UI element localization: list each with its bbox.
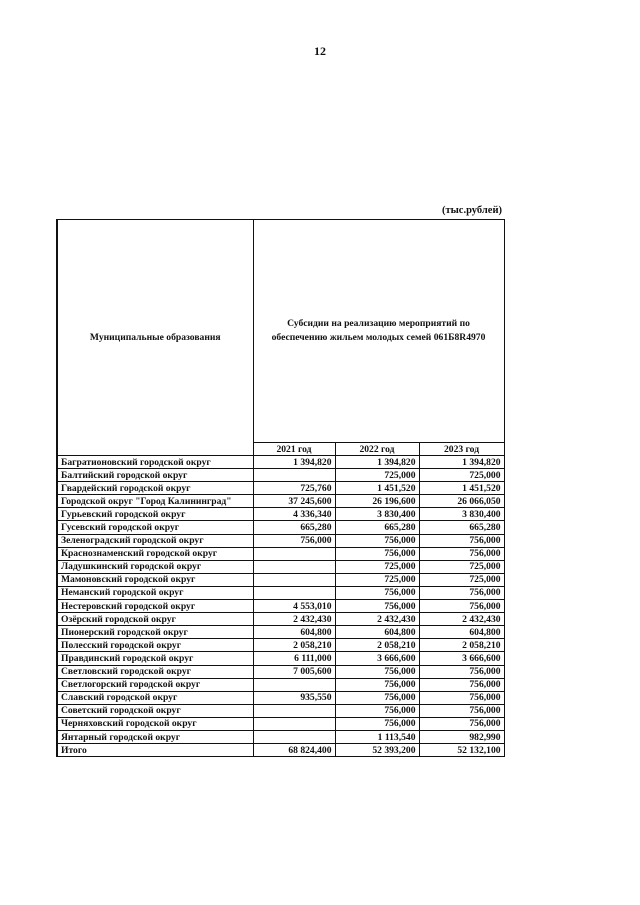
total-2022: 52 393,200 [335,744,419,757]
row-value-2023: 725,000 [419,573,504,586]
row-value-2022: 756,000 [335,678,419,691]
row-municipality-name: Полесский городской округ [57,639,253,652]
table-row [57,626,504,639]
subsidy-table [56,219,505,757]
row-value-2023: 756,000 [419,534,504,547]
row-value-2021: 2 432,430 [253,613,335,626]
table-row [57,534,504,547]
row-value-2023: 604,800 [419,626,504,639]
page-number: 12 [314,44,326,58]
row-municipality-name: Краснознаменский городской округ [57,547,253,560]
row-value-2022: 725,000 [335,560,419,573]
row-value-2022: 725,000 [335,469,419,482]
row-value-2022: 26 196,600 [335,495,419,508]
row-value-2022: 2 058,210 [335,639,419,652]
row-value-2022: 756,000 [335,534,419,547]
table-row [57,652,504,665]
table-row [57,508,504,521]
row-value-2021 [253,560,335,573]
row-value-2021 [253,469,335,482]
row-value-2022: 725,000 [335,573,419,586]
row-value-2023: 756,000 [419,665,504,678]
row-value-2023: 26 066,050 [419,495,504,508]
row-value-2022: 756,000 [335,704,419,717]
row-value-2022: 3 666,600 [335,652,419,665]
row-municipality-name: Неманский городской округ [57,586,253,599]
row-value-2022: 604,800 [335,626,419,639]
row-value-2023: 982,990 [419,730,504,743]
table-row [57,495,504,508]
table-row [57,469,504,482]
row-value-2021: 4 553,010 [253,600,335,613]
row-municipality-name: Городской округ "Город Калининград" [57,495,253,508]
row-municipality-name: Мамоновский городской округ [57,573,253,586]
row-value-2021 [253,547,335,560]
row-municipality-name: Пионерский городской округ [57,626,253,639]
row-value-2022: 756,000 [335,717,419,730]
row-municipality-name: Озёрский городской округ [57,613,253,626]
table-row [57,717,504,730]
row-municipality-name: Гвардейский городской округ [57,482,253,495]
table-row [57,613,504,626]
table-row [57,573,504,586]
row-value-2023: 756,000 [419,717,504,730]
row-value-2023: 756,000 [419,678,504,691]
row-value-2021: 935,550 [253,691,335,704]
row-value-2022: 756,000 [335,586,419,599]
header-municipality: Муниципальные образования [57,220,253,456]
row-municipality-name: Янтарный городской округ [57,730,253,743]
table-row [57,521,504,534]
row-value-2022: 1 394,820 [335,456,419,469]
row-value-2022: 3 830,400 [335,508,419,521]
row-value-2021: 604,800 [253,626,335,639]
row-value-2021: 756,000 [253,534,335,547]
row-value-2023: 1 451,520 [419,482,504,495]
row-municipality-name: Черняховский городской округ [57,717,253,730]
row-value-2021: 7 005,600 [253,665,335,678]
row-value-2022: 756,000 [335,600,419,613]
row-value-2021: 37 245,600 [253,495,335,508]
row-value-2022: 756,000 [335,547,419,560]
row-value-2023: 756,000 [419,691,504,704]
row-municipality-name: Балтийский городской округ [57,469,253,482]
row-value-2021: 6 111,000 [253,652,335,665]
row-municipality-name: Славский городской округ [57,691,253,704]
table-row [57,600,504,613]
total-2023: 52 132,100 [419,744,504,757]
row-value-2023: 756,000 [419,586,504,599]
row-value-2023: 3 830,400 [419,508,504,521]
row-value-2021: 2 058,210 [253,639,335,652]
row-value-2023: 3 666,600 [419,652,504,665]
table-row [57,639,504,652]
row-municipality-name: Нестеровский городской округ [57,600,253,613]
row-value-2023: 1 394,820 [419,456,504,469]
table-row [57,482,504,495]
row-municipality-name: Правдинский городской округ [57,652,253,665]
row-value-2021 [253,678,335,691]
row-value-2022: 1 451,520 [335,482,419,495]
row-value-2021: 665,280 [253,521,335,534]
row-value-2022: 2 432,430 [335,613,419,626]
row-value-2021 [253,573,335,586]
row-value-2023: 2 058,210 [419,639,504,652]
total-label: Итого [57,744,253,757]
row-municipality-name: Багратионовский городской округ [57,456,253,469]
row-municipality-name: Гурьевский городской округ [57,508,253,521]
row-value-2023: 725,000 [419,560,504,573]
table-row [57,691,504,704]
table-body [57,456,504,744]
row-municipality-name: Советский городской округ [57,704,253,717]
row-value-2022: 756,000 [335,691,419,704]
row-municipality-name: Гусевский городской округ [57,521,253,534]
row-value-2021: 4 336,340 [253,508,335,521]
table-row [57,730,504,743]
table-row [57,560,504,573]
row-value-2023: 756,000 [419,704,504,717]
row-value-2023: 756,000 [419,547,504,560]
table-row [57,678,504,691]
row-value-2021 [253,586,335,599]
year-header-2021: 2021 год [253,443,335,456]
table-row [57,704,504,717]
total-row [57,744,504,757]
row-municipality-name: Зеленоградский городской округ [57,534,253,547]
year-header-2022: 2022 год [335,443,419,456]
row-value-2021: 725,760 [253,482,335,495]
header-subsidy: Субсидии на реализацию мероприятий по обеспечению жильем молодых семей 061Б8R4970 [253,220,504,443]
row-municipality-name: Светлогорский городской округ [57,678,253,691]
total-2021: 68 824,400 [253,744,335,757]
row-value-2022: 1 113,540 [335,730,419,743]
row-municipality-name: Ладушкинский городской округ [57,560,253,573]
table-row [57,665,504,678]
row-value-2022: 756,000 [335,665,419,678]
table-row [57,547,504,560]
row-value-2023: 725,000 [419,469,504,482]
row-municipality-name: Светловский городской округ [57,665,253,678]
row-value-2021 [253,717,335,730]
row-value-2023: 756,000 [419,600,504,613]
year-header-2023: 2023 год [419,443,504,456]
row-value-2021 [253,730,335,743]
table-row [57,586,504,599]
table-row [57,456,504,469]
row-value-2023: 665,280 [419,521,504,534]
row-value-2021 [253,704,335,717]
units-label: (тыс.рублей) [441,205,502,216]
row-value-2023: 2 432,430 [419,613,504,626]
row-value-2022: 665,280 [335,521,419,534]
row-value-2021: 1 394,820 [253,456,335,469]
